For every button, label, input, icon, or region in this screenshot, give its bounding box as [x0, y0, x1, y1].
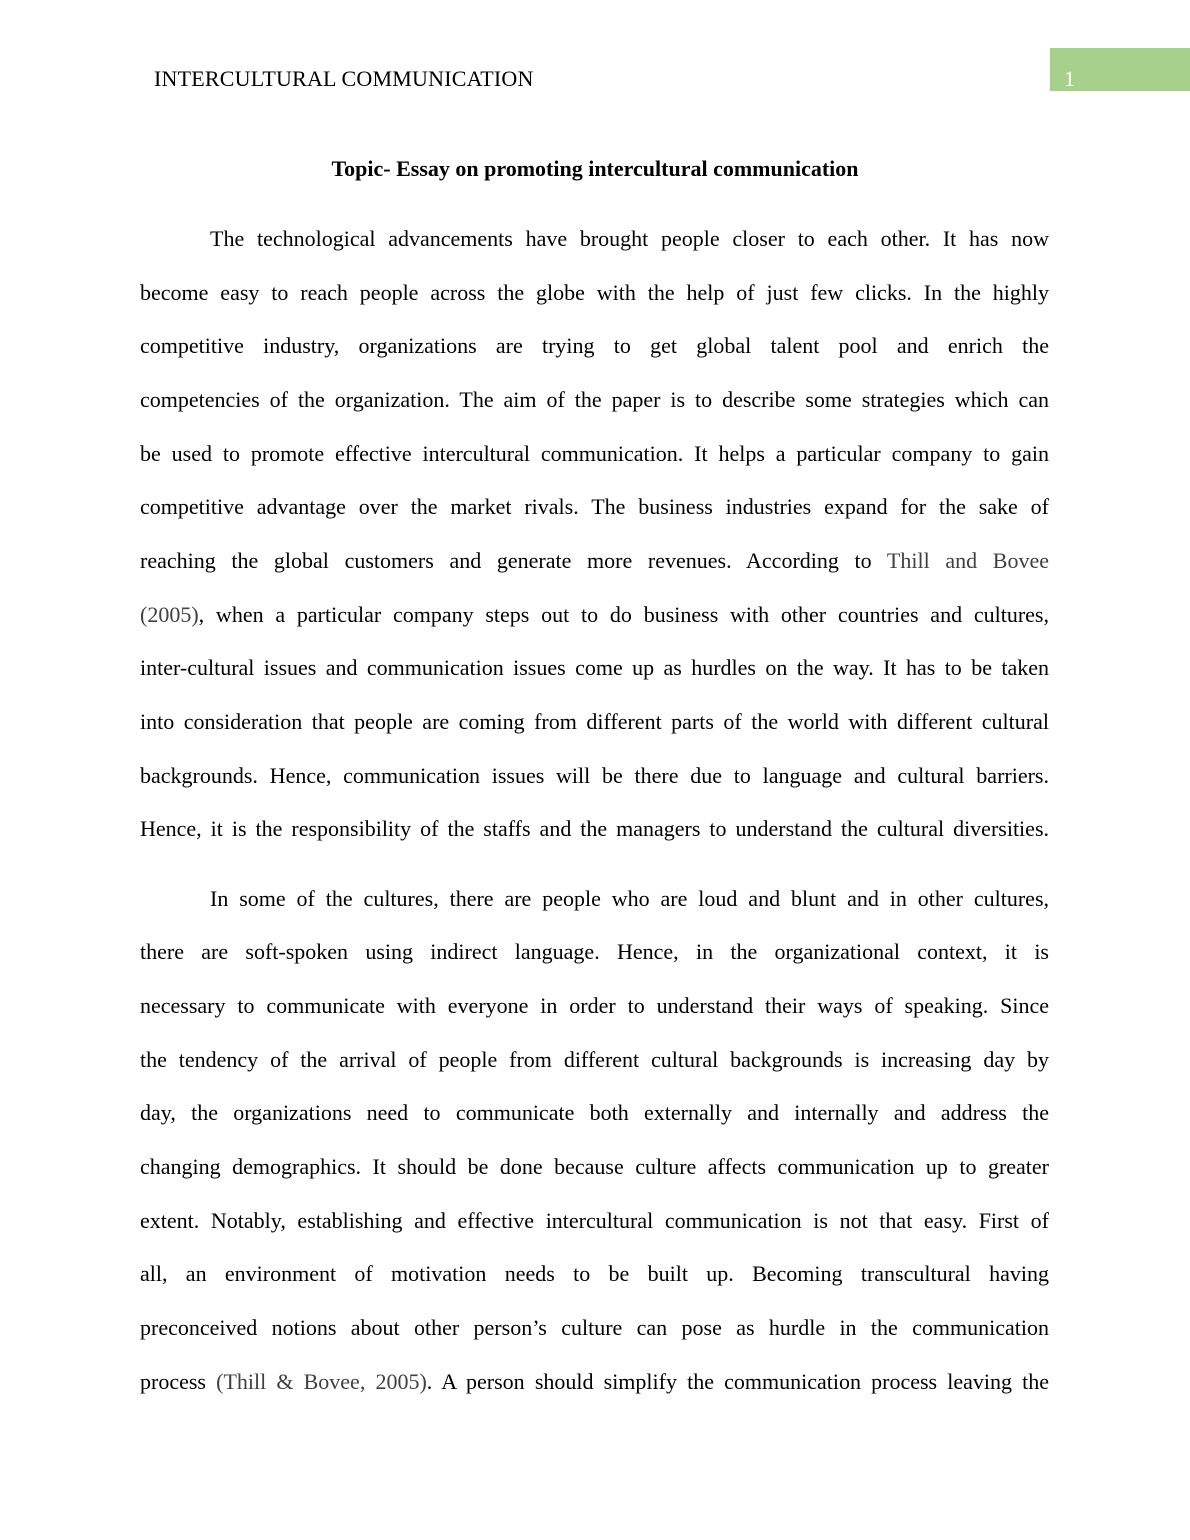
line-text: process [140, 1369, 217, 1394]
paragraph-line [140, 600, 1049, 630]
citation: (2005) [140, 602, 199, 627]
paragraph-line [140, 1367, 1049, 1397]
paragraph-line: inter-cultural issues and communication issues come up as hurdles on the way. It has to be taken [140, 655, 1049, 680]
paragraph-line: be used to promote effective intercultural communication. It helps a particular company to gain [140, 441, 1049, 466]
paragraph-line: become easy to reach people across the globe with the help of just few clicks. In the highly [140, 280, 1049, 305]
paragraph-line: extent. Notably, establishing and effective intercultural communication is not that easy. First of [140, 1208, 1049, 1233]
paragraph-line: changing demographics. It should be done because culture affects communication up to greater [140, 1154, 1049, 1179]
paragraph-line: necessary to communicate with everyone in order to understand their ways of speaking. Since [140, 993, 1049, 1018]
paragraph-line: competencies of the organization. The aim of the paper is to describe some strategies which can [140, 387, 1049, 412]
paragraph-line: backgrounds. Hence, communication issues will be there due to language and cultural barriers. [140, 763, 1049, 788]
paragraph-line: into consideration that people are coming from different parts of the world with different cultural [140, 709, 1049, 734]
citation: (Thill & Bovee, 2005) [216, 1369, 427, 1394]
page-number: 1 [1064, 66, 1075, 91]
line-text: , when a particular company steps out to do business with other countries and cultures, [198, 602, 1049, 627]
line-text: reaching the global customers and generate more revenues. According to [140, 548, 887, 573]
page-number-box [1050, 48, 1190, 91]
paragraph-line: competitive industry, organizations are trying to get global talent pool and enrich the [140, 333, 1049, 358]
line-text: . A person should simplify the communication process leaving the [426, 1369, 1050, 1394]
paragraph-line: Hence, it is the responsibility of the staffs and the managers to understand the cultural diversities. [140, 816, 1049, 841]
essay-topic-heading: Topic- Essay on promoting intercultural communication [331, 156, 859, 181]
citation: Thill and Bovee [886, 548, 1049, 573]
paragraph-line: competitive advantage over the market rivals. The business industries expand for the sake of [140, 494, 1049, 519]
header-title: INTERCULTURAL COMMUNICATION [154, 66, 534, 91]
paragraph-line: The technological advancements have brought people closer to each other. It has now [210, 226, 1049, 251]
paragraph-line: In some of the cultures, there are people who are loud and blunt and in other cultures, [210, 886, 1049, 911]
paragraph-line: preconceived notions about other person’s culture can pose as hurdle in the communication [140, 1315, 1049, 1340]
paragraph-line: day, the organizations need to communicate both externally and internally and address the [140, 1100, 1049, 1125]
paragraph-line: there are soft-spoken using indirect language. Hence, in the organizational context, it is [140, 939, 1049, 964]
paragraph-line [140, 546, 1049, 576]
paragraph-line: all, an environment of motivation needs to be built up. Becoming transcultural having [140, 1261, 1049, 1286]
paragraph-line: the tendency of the arrival of people from different cultural backgrounds is increasing day by [140, 1047, 1049, 1072]
